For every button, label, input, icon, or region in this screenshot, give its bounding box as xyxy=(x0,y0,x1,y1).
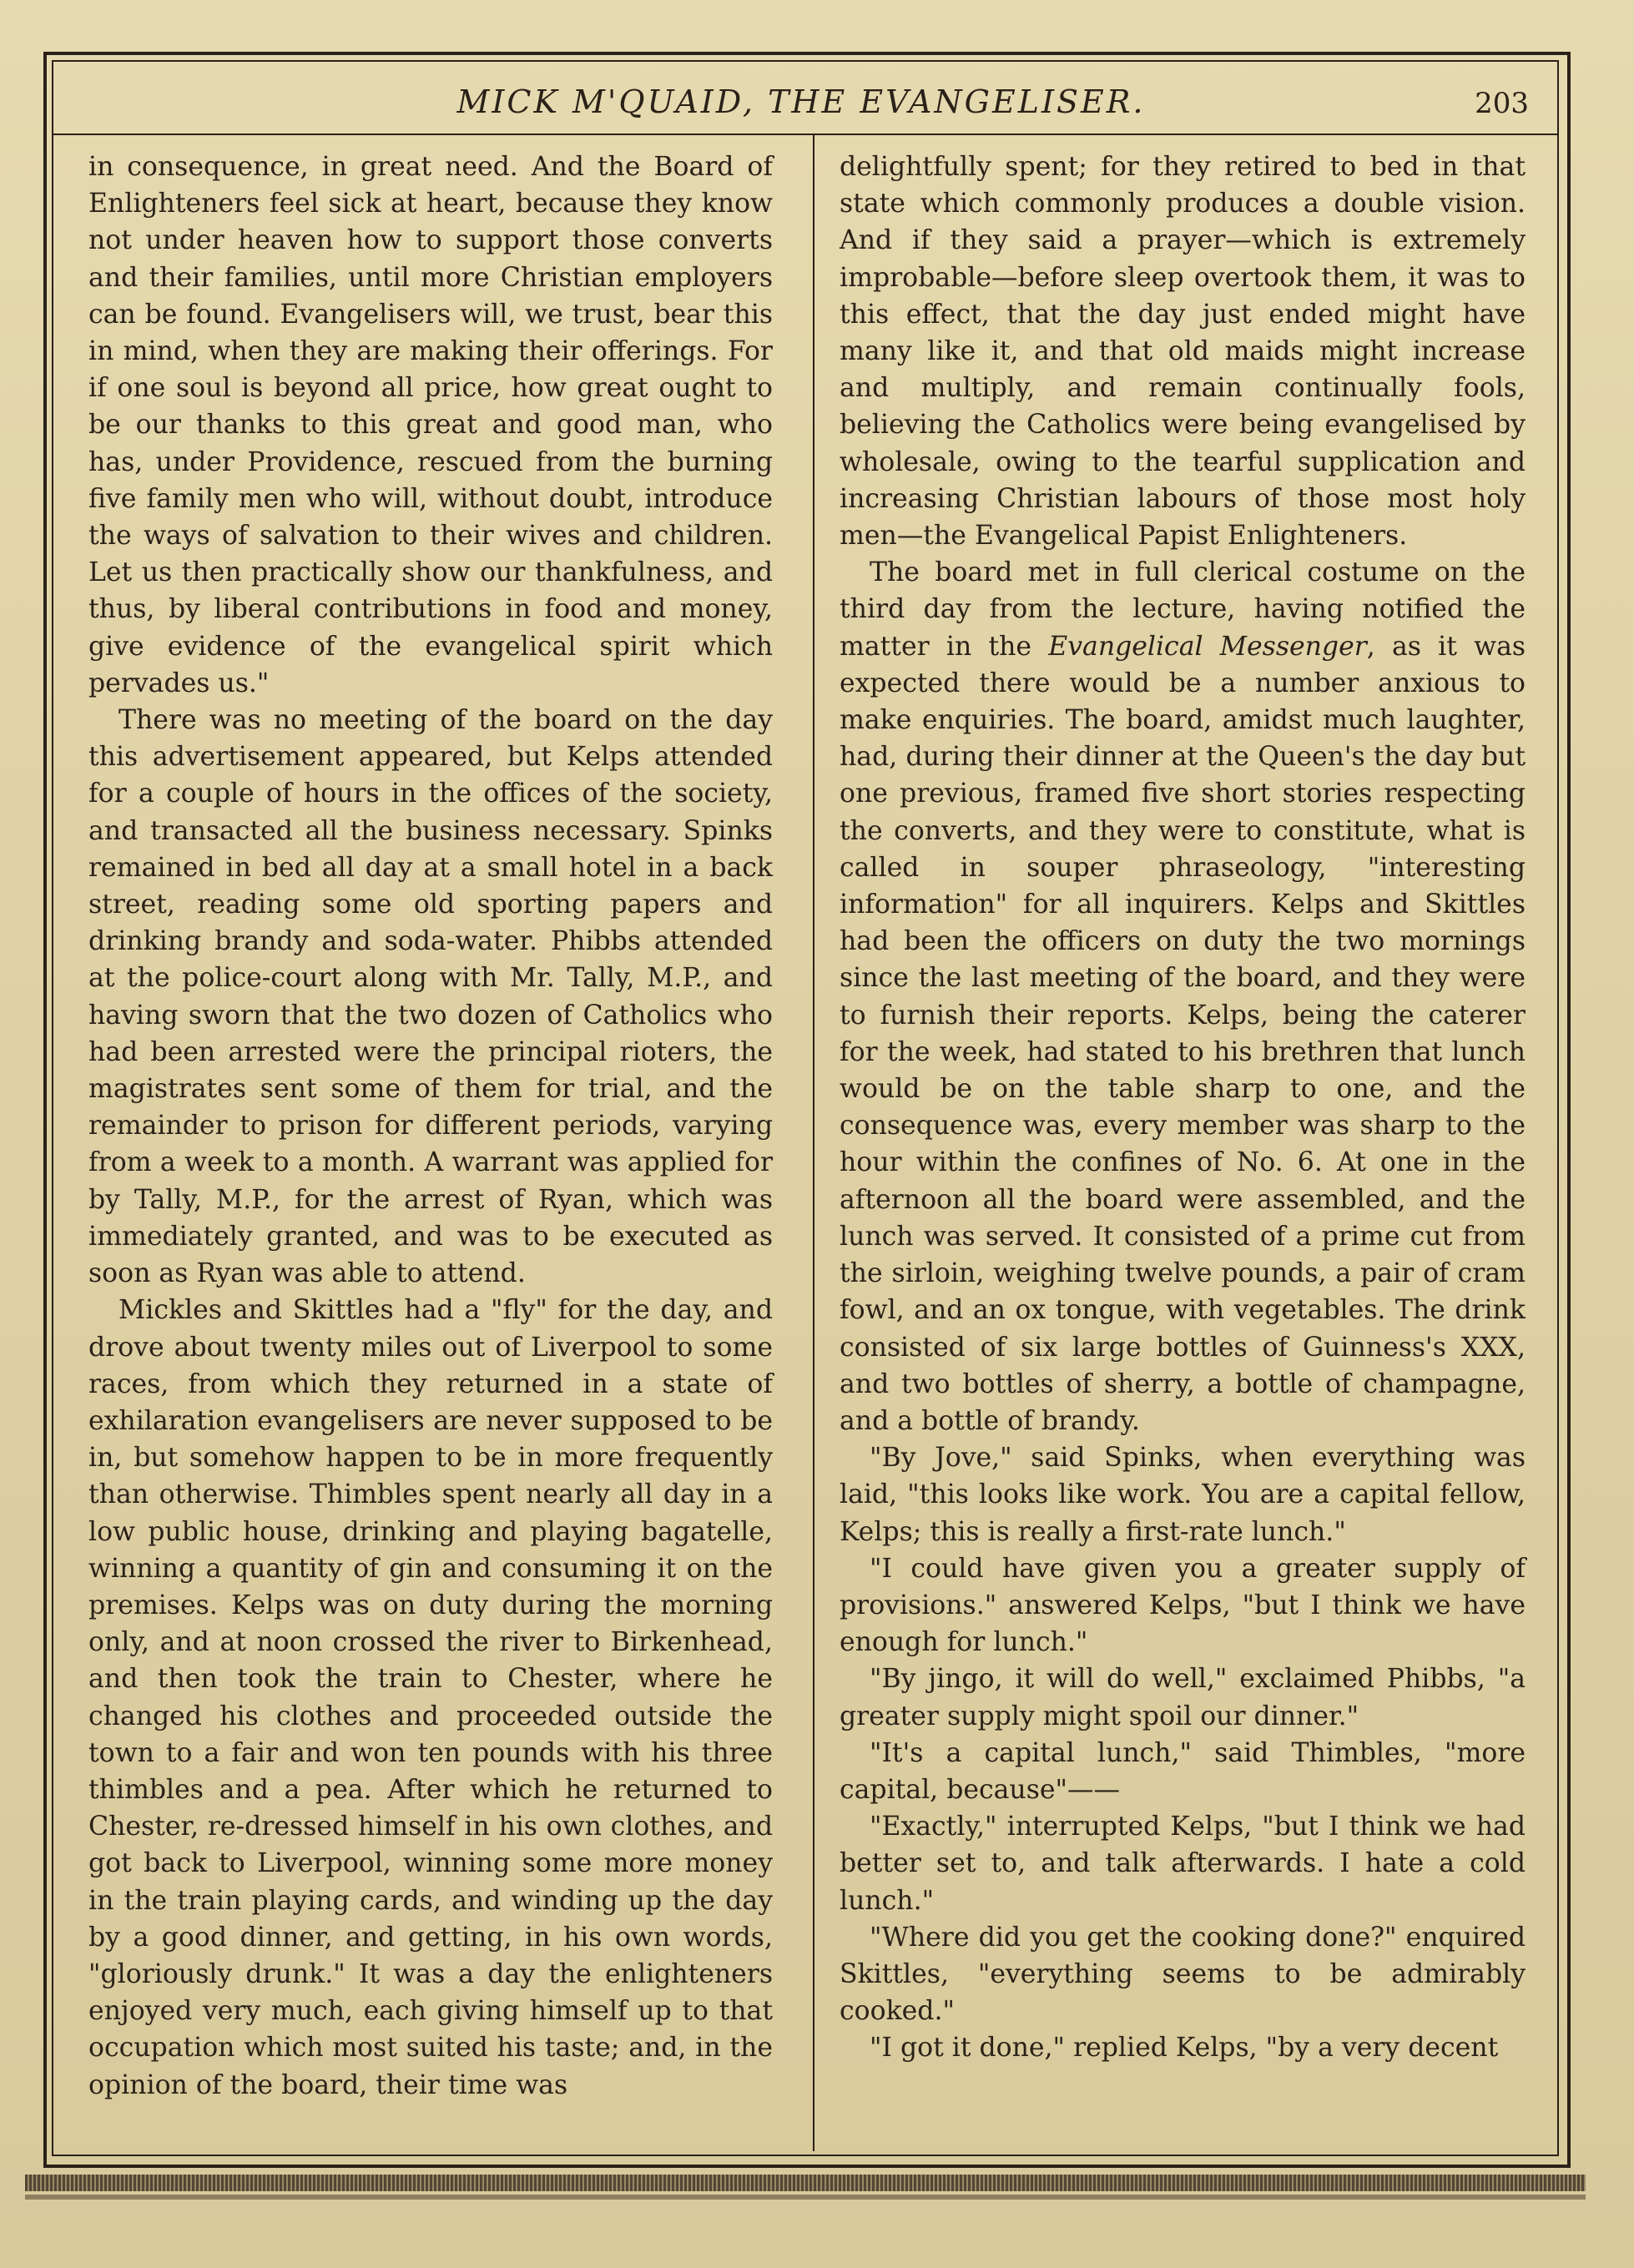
left-column xyxy=(88,149,773,2104)
right-paragraph-2 xyxy=(840,554,1526,1439)
right-paragraph-5: "By jingo, it will do well," exclaimed Phibbs, "a greater supply might spoil our dinner." xyxy=(840,1664,1526,1731)
left-paragraph-2: There was no meeting of the board on the day this advertisement appeared, but Kelps attended for a couple of hours in the offices of the society, and transacted all the business necessary. Spinks remained in bed all day at a small hotel in a back street, reading some old sporting papers and drinking brandy and soda-water. Phibbs attended at the police-court along with Mr. Tally, M.P., and having sworn that the two dozen of Catholics who had been arrested were the principal rioters, the magistrates sent some of them for trial, and the remainder to prison for different periods, varying from a week to a month. A warrant was applied for by Tally, M.P., for the arrest of Ryan, which was immediately granted, and was to be executed as soon as Ryan was able to attend. xyxy=(88,705,773,1289)
right-paragraph-1: delightfully spent; for they retired to bed in that state which commonly produces a double vision. And if they said a prayer—which is extremely improbable—before sleep overtook them, it was to this effect, that the day just ended might have many like it, and that old maids might increase and multiply, and remain continually fools, believing the Catholics were being evangelised by wholesale, owing to the tearful supplication and increasing Christian labours of those most holy men—the Evangelical Papist Enlighteners. xyxy=(840,152,1526,552)
right-paragraph-6: "It's a capital lunch," said Thimbles, "more capital, because"—— xyxy=(840,1737,1526,1805)
right-column xyxy=(840,149,1526,2067)
right-paragraph-8: "Where did you get the cooking done?" enquired Skittles, "everything seems to be admirably cooked." xyxy=(840,1922,1526,2027)
right-paragraph-2-start: The board met in full clerical costume on the third day from the lecture, having notified the matter in the xyxy=(840,557,1526,662)
bottom-rule-shadow xyxy=(25,2195,1586,2200)
page-header xyxy=(67,80,1536,130)
right-paragraph-2-end: , as it was expected there would be a number anxious to make enquiries. The board, amidst much laughter, had, during their dinner at the Queen's the day but one previous, framed five short stories respecting the converts, and they were to constitute, what is called in souper phraseology, "interesting information" for all inquirers. Kelps and Skittles had been the officers on duty the two mornings since the last meeting of the board, and they were to furnish their reports. Kelps, being the caterer for the week, had stated to his brethren that lunch would be on the table sharp to one, and the consequence was, every member was sharp to the hour within the confines of No. 6. At one in the afternoon all the board were assembled, and the lunch was served. It consisted of a prime cut from the sirloin, weighing twelve pounds, a pair of cram fowl, and an ox tongue, with vegetables. The drink consisted of six large bottles of Guinness's XXX, and two bottles of sherry, a bottle of champagne, and a bottle of brandy. xyxy=(840,631,1526,1436)
right-paragraph-4: "I could have given you a greater supply of provisions." answered Kelps, "but I think we have enough for lunch." xyxy=(840,1553,1526,1658)
newspaper-title: Evangelical Messenger xyxy=(1048,631,1367,662)
page-number: 203 xyxy=(1475,87,1529,120)
column-divider xyxy=(813,135,814,2151)
left-paragraph-1: in consequence, in great need. And the Board of Enlighteners feel sick at heart, because they know not under heaven how to support those converts and their families, until more Christian employers can be found. Evangelisers will, we trust, bear this in mind, when they are making their offerings. For if one soul is beyond all price, how great ought to be our thanks to this great and good man, who has, under Providence, rescued from the burning five family men who will, without doubt, introduce the ways of salvation to their wives and children. Let us then practically show our thankfulness, and thus, by liberal contributions in food and money, give evidence of the evangelical spirit which pervades us." xyxy=(88,152,773,698)
running-title: MICK M'QUAID, THE EVANGELISER. xyxy=(456,83,1146,120)
left-paragraph-3: Mickles and Skittles had a "fly" for the day, and drove about twenty miles out of Liverpool to some races, from which they returned in a state of exhilaration evangelisers are never supposed to be in, but somehow happen to be in more frequently than otherwise. Thimbles spent nearly all day in a low public house, drinking and playing bagatelle, winning a quantity of gin and consuming it on the premises. Kelps was on duty during the morning only, and at noon crossed the river to Birkenhead, and then took the train to Chester, where he changed his clothes and proceeded outside the town to a fair and won ten pounds with his three thimbles and a pea. After which he returned to Chester, re-dressed himself in his own clothes, and got back to Liverpool, winning some more money in the train playing cards, and winding up the day by a good dinner, and getting, in his own words, "gloriously drunk." It was a day the enlighteners enjoyed very much, each giving himself up to that occupation which most suited his taste; and, in the opinion of the board, their time was xyxy=(88,1295,773,2100)
header-rule xyxy=(52,134,1559,135)
right-paragraph-7: "Exactly," interrupted Kelps, "but I think we had better set to, and talk afterwards. I hate a cold lunch." xyxy=(840,1812,1526,1916)
right-paragraph-3: "By Jove," said Spinks, when everything was laid, "this looks like work. You are a capital fellow, Kelps; this is really a first-rate lunch." xyxy=(840,1443,1526,1547)
bottom-decorative-rule xyxy=(25,2175,1586,2191)
right-paragraph-9: "I got it done," replied Kelps, "by a very decent xyxy=(870,2033,1499,2064)
